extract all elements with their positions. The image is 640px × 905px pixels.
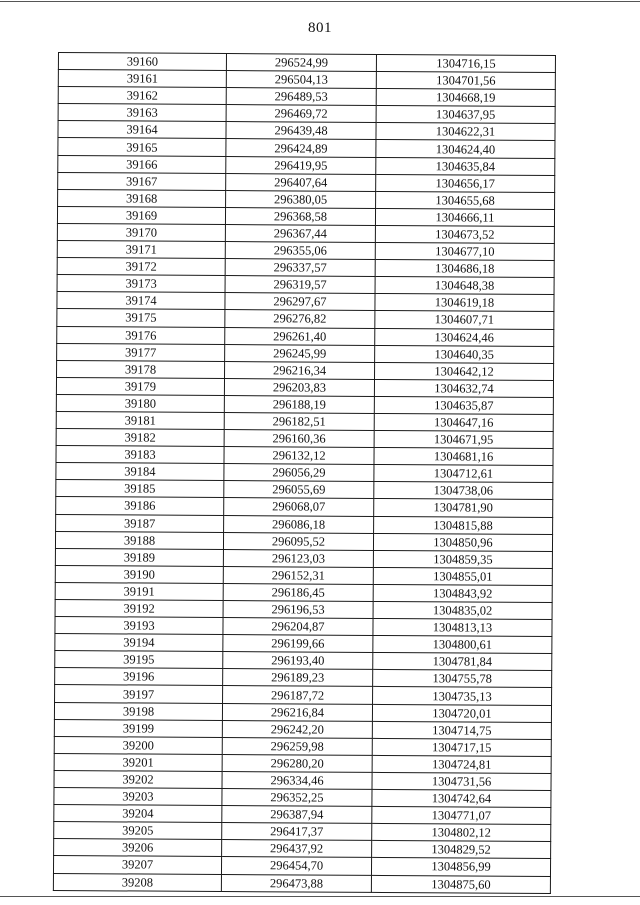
x-coordinate-cell: 296189,23 <box>223 669 373 687</box>
point-number-cell: 39186 <box>56 497 224 515</box>
x-coordinate-cell: 296280,20 <box>222 754 372 772</box>
point-number-cell: 39165 <box>58 138 226 156</box>
y-coordinate-cell: 1304735,13 <box>373 687 552 705</box>
y-coordinate-cell: 1304771,07 <box>372 807 551 825</box>
y-coordinate-cell: 1304855,01 <box>373 567 552 585</box>
y-coordinate-cell: 1304607,71 <box>375 311 554 329</box>
x-coordinate-cell: 296469,72 <box>226 105 376 123</box>
point-number-cell: 39163 <box>58 104 226 122</box>
x-coordinate-cell: 296187,72 <box>223 686 373 704</box>
y-coordinate-cell: 1304815,88 <box>374 516 553 534</box>
y-coordinate-cell: 1304731,56 <box>372 772 551 790</box>
x-coordinate-cell: 296160,36 <box>224 430 374 448</box>
point-number-cell: 39176 <box>57 326 225 344</box>
point-number-cell: 39170 <box>57 223 225 241</box>
y-coordinate-cell: 1304681,16 <box>374 448 553 466</box>
y-coordinate-cell: 1304802,12 <box>372 824 551 842</box>
point-number-cell: 39184 <box>56 463 224 481</box>
point-number-cell: 39193 <box>55 617 223 635</box>
point-number-cell: 39177 <box>57 343 225 361</box>
x-coordinate-cell: 296203,83 <box>224 378 374 396</box>
x-coordinate-cell: 296419,95 <box>226 156 376 174</box>
y-coordinate-cell: 1304642,12 <box>375 362 554 380</box>
x-coordinate-cell: 296196,53 <box>223 601 373 619</box>
y-coordinate-cell: 1304781,90 <box>374 499 553 517</box>
point-number-cell: 39203 <box>54 788 222 806</box>
x-coordinate-cell: 296245,99 <box>225 344 375 362</box>
point-number-cell: 39198 <box>54 702 222 720</box>
x-coordinate-cell: 296132,12 <box>224 447 374 465</box>
point-number-cell: 39172 <box>57 258 225 276</box>
point-number-cell: 39205 <box>54 822 222 840</box>
point-number-cell: 39168 <box>58 189 226 207</box>
y-coordinate-cell: 1304717,15 <box>372 738 551 756</box>
y-coordinate-cell: 1304624,40 <box>376 140 555 158</box>
y-coordinate-cell: 1304656,17 <box>376 174 555 192</box>
x-coordinate-cell: 296367,44 <box>225 224 375 242</box>
point-number-cell: 39178 <box>57 360 225 378</box>
x-coordinate-cell: 296417,37 <box>222 823 372 841</box>
y-coordinate-cell: 1304632,74 <box>374 379 553 397</box>
point-number-cell: 39175 <box>57 309 225 327</box>
y-coordinate-cell: 1304843,92 <box>373 584 552 602</box>
table-row <box>53 873 550 893</box>
y-coordinate-cell: 1304622,31 <box>376 123 555 141</box>
point-number-cell: 39171 <box>57 241 225 259</box>
point-number-cell: 39189 <box>55 548 223 566</box>
y-coordinate-cell: 1304856,99 <box>371 858 550 876</box>
point-number-cell: 39202 <box>54 770 222 788</box>
y-coordinate-cell: 1304635,84 <box>376 157 555 175</box>
x-coordinate-cell: 296186,45 <box>223 583 373 601</box>
y-coordinate-cell: 1304800,61 <box>373 636 552 654</box>
point-number-cell: 39162 <box>58 87 226 105</box>
x-coordinate-cell: 296319,57 <box>225 276 375 294</box>
y-coordinate-cell: 1304712,61 <box>374 465 553 483</box>
coordinates-table-body <box>53 53 555 894</box>
point-number-cell: 39161 <box>58 70 226 88</box>
x-coordinate-cell: 296204,87 <box>223 618 373 636</box>
page-number: 801 <box>308 20 332 36</box>
x-coordinate-cell: 296424,89 <box>226 139 376 157</box>
point-number-cell: 39182 <box>56 429 224 447</box>
x-coordinate-cell: 296454,70 <box>221 857 371 875</box>
y-coordinate-cell: 1304677,10 <box>375 242 554 260</box>
y-coordinate-cell: 1304829,52 <box>372 841 551 859</box>
y-coordinate-cell: 1304640,35 <box>375 345 554 363</box>
y-coordinate-cell: 1304742,64 <box>372 789 551 807</box>
y-coordinate-cell: 1304624,46 <box>375 328 554 346</box>
y-coordinate-cell: 1304655,68 <box>376 191 555 209</box>
point-number-cell: 39208 <box>53 873 221 891</box>
point-number-cell: 39200 <box>54 736 222 754</box>
y-coordinate-cell: 1304716,15 <box>376 54 555 72</box>
x-coordinate-cell: 296261,40 <box>225 327 375 345</box>
point-number-cell: 39191 <box>55 582 223 600</box>
x-coordinate-cell: 296439,48 <box>226 122 376 140</box>
x-coordinate-cell: 296188,19 <box>224 395 374 413</box>
y-coordinate-cell: 1304635,87 <box>374 396 553 414</box>
y-coordinate-cell: 1304671,95 <box>374 431 553 449</box>
point-number-cell: 39173 <box>57 275 225 293</box>
point-number-cell: 39197 <box>55 685 223 703</box>
y-coordinate-cell: 1304701,56 <box>376 72 555 90</box>
x-coordinate-cell: 296199,66 <box>223 635 373 653</box>
x-coordinate-cell: 296489,53 <box>226 88 376 106</box>
x-coordinate-cell: 296056,29 <box>224 464 374 482</box>
y-coordinate-cell: 1304666,11 <box>375 208 554 226</box>
point-number-cell: 39187 <box>56 514 224 532</box>
y-coordinate-cell: 1304859,35 <box>373 550 552 568</box>
x-coordinate-cell: 296524,99 <box>226 54 376 72</box>
y-coordinate-cell: 1304875,60 <box>371 875 550 893</box>
point-number-cell: 39180 <box>56 394 224 412</box>
y-coordinate-cell: 1304724,81 <box>372 755 551 773</box>
y-coordinate-cell: 1304755,78 <box>373 670 552 688</box>
point-number-cell: 39167 <box>58 172 226 190</box>
x-coordinate-cell: 296352,25 <box>222 789 372 807</box>
x-coordinate-cell: 296123,03 <box>223 549 373 567</box>
point-number-cell: 39201 <box>54 753 222 771</box>
x-coordinate-cell: 296473,88 <box>221 874 371 892</box>
y-coordinate-cell: 1304813,13 <box>373 619 552 637</box>
point-number-cell: 39206 <box>54 839 222 857</box>
x-coordinate-cell: 296068,07 <box>224 498 374 516</box>
point-number-cell: 39164 <box>58 121 226 139</box>
point-number-cell: 39160 <box>58 53 226 71</box>
x-coordinate-cell: 296437,92 <box>222 840 372 858</box>
x-coordinate-cell: 296182,51 <box>224 412 374 430</box>
y-coordinate-cell: 1304850,96 <box>373 533 552 551</box>
y-coordinate-cell: 1304781,84 <box>373 653 552 671</box>
point-number-cell: 39199 <box>54 719 222 737</box>
point-number-cell: 39179 <box>56 377 224 395</box>
y-coordinate-cell: 1304720,01 <box>372 704 551 722</box>
y-coordinate-cell: 1304835,02 <box>373 601 552 619</box>
x-coordinate-cell: 296055,69 <box>224 481 374 499</box>
point-number-cell: 39195 <box>55 651 223 669</box>
x-coordinate-cell: 296337,57 <box>225 259 375 277</box>
point-number-cell: 39174 <box>57 292 225 310</box>
x-coordinate-cell: 296152,31 <box>223 566 373 584</box>
point-number-cell: 39181 <box>56 411 224 429</box>
y-coordinate-cell: 1304673,52 <box>375 225 554 243</box>
point-number-cell: 39166 <box>58 155 226 173</box>
point-number-cell: 39188 <box>55 531 223 549</box>
y-coordinate-cell: 1304637,95 <box>376 106 555 124</box>
x-coordinate-cell: 296259,98 <box>222 737 372 755</box>
x-coordinate-cell: 296193,40 <box>223 652 373 670</box>
y-coordinate-cell: 1304619,18 <box>375 294 554 312</box>
point-number-cell: 39207 <box>53 856 221 874</box>
x-coordinate-cell: 296297,67 <box>225 293 375 311</box>
x-coordinate-cell: 296504,13 <box>226 71 376 89</box>
scan-bottom-edge <box>0 896 640 897</box>
y-coordinate-cell: 1304686,18 <box>375 260 554 278</box>
point-number-cell: 39204 <box>54 805 222 823</box>
x-coordinate-cell: 296216,84 <box>222 703 372 721</box>
x-coordinate-cell: 296086,18 <box>224 515 374 533</box>
point-number-cell: 39169 <box>57 206 225 224</box>
y-coordinate-cell: 1304714,75 <box>372 721 551 739</box>
scan-top-edge <box>0 1 640 2</box>
y-coordinate-cell: 1304647,16 <box>374 413 553 431</box>
x-coordinate-cell: 296407,64 <box>226 173 376 191</box>
point-number-cell: 39194 <box>55 634 223 652</box>
point-number-cell: 39196 <box>55 668 223 686</box>
point-number-cell: 39185 <box>56 480 224 498</box>
x-coordinate-cell: 296380,05 <box>226 190 376 208</box>
point-number-cell: 39192 <box>55 599 223 617</box>
x-coordinate-cell: 296095,52 <box>223 532 373 550</box>
x-coordinate-cell: 296334,46 <box>222 771 372 789</box>
x-coordinate-cell: 296355,06 <box>225 242 375 260</box>
x-coordinate-cell: 296216,34 <box>225 361 375 379</box>
y-coordinate-cell: 1304668,19 <box>376 89 555 107</box>
point-number-cell: 39190 <box>55 565 223 583</box>
x-coordinate-cell: 296242,20 <box>222 720 372 738</box>
y-coordinate-cell: 1304738,06 <box>374 482 553 500</box>
x-coordinate-cell: 296368,58 <box>225 207 375 225</box>
point-number-cell: 39183 <box>56 446 224 464</box>
x-coordinate-cell: 296387,94 <box>222 806 372 824</box>
x-coordinate-cell: 296276,82 <box>225 310 375 328</box>
coordinates-table <box>53 52 556 894</box>
y-coordinate-cell: 1304648,38 <box>375 277 554 295</box>
